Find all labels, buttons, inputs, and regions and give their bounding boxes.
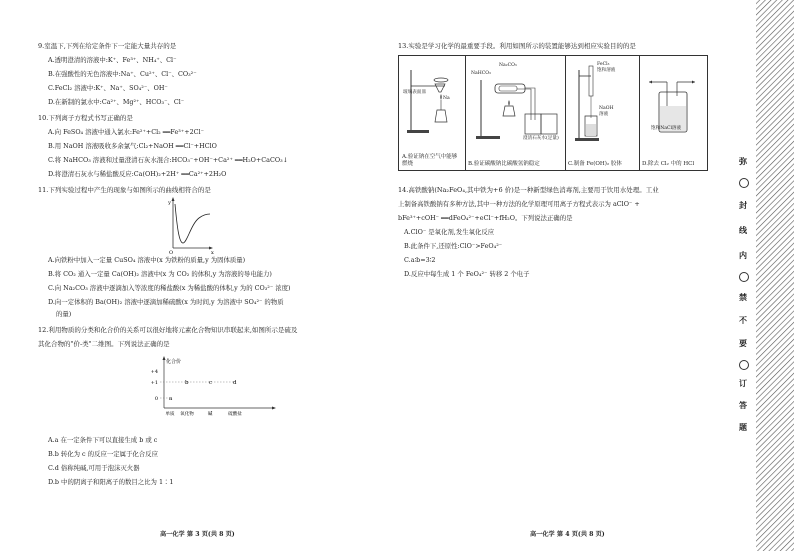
q12-ytick-plus1: +1 (150, 380, 158, 386)
binding-circle-2 (739, 272, 749, 282)
q11-graph-x-label: x (211, 250, 214, 256)
q11-stem: 11.下列实验过程中产生的现象与如图所示的曲线相符合的是 (38, 186, 211, 194)
binding-circle-1 (739, 178, 749, 188)
q13-panel-d-caption: D.除去 Cl₂ 中的 HCl (642, 161, 695, 167)
q11-curve-graph (165, 196, 215, 256)
q12-option-a: A.a 在一定条件下可以直接生成 b 或 c (48, 436, 158, 444)
q11-graph-y-label: y (168, 200, 171, 206)
q13-panel-c-label-fecl3: FeCl₃ (597, 62, 610, 67)
q12-stem-cont: 其化合物的"价-类"二维图。下列说法正确的是 (38, 340, 170, 348)
q13-panel-b-label-limewater: 澄清石灰水(足量) (523, 136, 559, 141)
binding-char-2: 封 (739, 200, 747, 210)
q11-option-d: D.向一定体积的 Ba(OH)₂ 溶液中逐滴加稀硫酸(x 为时间,y 为溶液中 SO₄²⁻ 的物质 (48, 298, 284, 306)
q12-valence-class-chart (140, 352, 280, 418)
q14-line-1: 14.高铁酸钠(Na₂FeO₄,其中铁为+6 价)是一种新型绿色消毒剂,主要用于饮用水处理。工业 (398, 186, 659, 194)
q12-point-c: c (209, 380, 213, 386)
binding-char-4: 内 (739, 250, 747, 260)
q9-stem: 9.室温下,下列在给定条件下一定能大量共存的是 (38, 42, 177, 50)
q13-panel-d (639, 56, 707, 170)
binding-char-3: 线 (739, 225, 747, 235)
q13-panel-b-label-nahco3: NaHCO₃ (471, 71, 491, 76)
q14-line-2: 上制备高铁酸钠有多种方法,其中一种方法的化学原理可用离子方程式表示为 aClO⁻ + (398, 200, 640, 208)
binding-char-6: 不 (739, 315, 747, 325)
q9-option-b: B.在强酸性的无色溶液中:Na⁺、Cu²⁺、Cl⁻、CO₃²⁻ (48, 70, 197, 78)
q12-cat-sulfate: 硫酸盐 (228, 412, 242, 417)
binding-char-7: 要 (739, 338, 747, 348)
q10-option-a: A.向 FeSO₄ 溶液中通入氯水:Fe²⁺+Cl₂ ══Fe³⁺+2Cl⁻ (48, 128, 204, 136)
binding-char-1: 弥 (739, 156, 747, 166)
q12-option-b: B.b 转化为 c 的反应一定属于化合反应 (48, 450, 158, 458)
q11-option-c: C.向 Na₂CO₃ 溶液中逐滴加入等浓度的稀盐酸(x 为稀盐酸的体积,y 为的 CO₃²⁻ 浓度) (48, 284, 291, 292)
q14-option-d: D.反应中每生成 1 个 FeO₄²⁻ 转移 2 个电子 (404, 270, 530, 278)
binding-char-8: 订 (739, 378, 747, 388)
q12-point-b: b (185, 380, 189, 386)
q12-point-a: a (169, 396, 173, 402)
q13-panel-b (465, 56, 566, 170)
binding-char-9: 答 (739, 400, 747, 410)
q12-ytick-plus4: +4 (150, 369, 158, 375)
q12-cat-oxide: 氧化物 (180, 412, 194, 417)
q12-stem: 12.利用物质的分类和化合价的关系可以很好地将元素化合物知识串联起来,如图所示是硫及 (38, 326, 298, 334)
q12-cat-base: 碱 (207, 412, 213, 417)
q13-panel-b-label-na2co3: Na₂CO₃ (499, 63, 517, 68)
q10-option-b: B.用 NaOH 溶液吸收多余氯气:Cl₂+NaOH ══Cl⁻+HClO (48, 142, 217, 150)
q13-apparatus-panels (398, 55, 708, 171)
q14-option-c: C.a∶b=3∶2 (404, 256, 436, 264)
q14-option-b: B.此条件下,还原性:ClO⁻>FeO₄²⁻ (404, 242, 503, 250)
q9-option-a: A.透明澄清的溶液中:K⁺、Fe³⁺、NH₄⁺、Cl⁻ (48, 56, 177, 64)
q12-option-c: C.d 俗称纯碱,可用于泡沫灭火器 (48, 464, 140, 472)
q13-panel-c-label-saturated: 饱和溶液 (597, 68, 616, 73)
binding-char-5: 禁 (739, 292, 747, 302)
left-page-footer: 高一化学 第 3 页(共 8 页) (160, 531, 235, 538)
q10-option-d: D.将澄清石灰水与稀盐酸反应:Ca(OH)₂+2H⁺ ══Ca²⁺+2H₂O (48, 170, 227, 178)
q12-ytick-0: 0 (154, 396, 158, 402)
q12-option-d: D.b 中的阴离子和阳离子的数目之比为 1∶1 (48, 478, 174, 486)
q11-graph-origin: O (169, 250, 174, 256)
q11-option-d-cont: 的量) (56, 310, 72, 318)
q14-line-3: bFe³⁺+cOH⁻ ══dFeO₄²⁻+eCl⁻+fH₂O。下列说法正确的是 (398, 214, 573, 222)
q13-panel-a-apparatus (405, 62, 459, 134)
q11-option-a: A.向铁粉中加入一定量 CuSO₄ 溶液中(x 为铁粉的质量,y 为固体质量) (48, 256, 246, 264)
q13-panel-c-label-solution: 溶液 (599, 112, 609, 117)
right-page-footer: 高一化学 第 4 页(共 8 页) (530, 531, 605, 538)
q10-option-c: C.将 NaHCO₃ 溶液和过量澄清石灰水混合:HCO₃⁻+OH⁻+Ca²⁺ ══H₂O+CaCO₃↓ (48, 156, 289, 164)
q13-panel-a (399, 56, 466, 170)
q13-stem: 13.实验是学习化学的最重要手段。利用如图所示的装置能够达到相应实验目的的是 (398, 42, 636, 50)
q13-panel-a-label-na: Na (443, 96, 450, 101)
q12-point-d: d (233, 380, 237, 386)
q12-cat-elemental: 单质 (165, 412, 175, 417)
binding-circle-3 (739, 360, 749, 370)
q13-panel-d-label-nacl: 饱和NaCl溶液 (651, 126, 682, 131)
q13-panel-a-label-dish: 玻璃表面皿 (403, 90, 426, 95)
q9-option-c: C.FeCl₂ 溶液中:K⁺、Na⁺、SO₄²⁻、OH⁻ (48, 84, 168, 92)
q10-stem: 10.下列离子方程式书写正确的是 (38, 114, 133, 122)
q14-option-a: A.ClO⁻ 是氧化剂,发生氧化反应 (404, 228, 495, 236)
q11-option-b: B.将 CO₂ 通入一定量 Ca(OH)₂ 溶液中(x 为 CO₂ 的体积,y 为溶液的导电能力) (48, 270, 272, 278)
q13-panel-b-caption: B.验证碳酸钠比碳酸氢钠稳定 (468, 161, 540, 167)
q13-panel-c-label-naoh: NaOH (599, 106, 614, 111)
q12-chart-ylabel: 化合价 (166, 359, 182, 365)
binding-char-10: 题 (739, 422, 747, 432)
q13-panel-c (565, 56, 640, 170)
q9-option-d: D.在新制的氯水中:Ca²⁺、Mg²⁺、HCO₃⁻、Cl⁻ (48, 98, 185, 106)
q13-panel-a-caption: A.验证钠在空气中能够燃烧 (402, 154, 458, 167)
q13-panel-c-caption: C.制备 Fe(OH)₂ 胶体 (568, 161, 622, 167)
